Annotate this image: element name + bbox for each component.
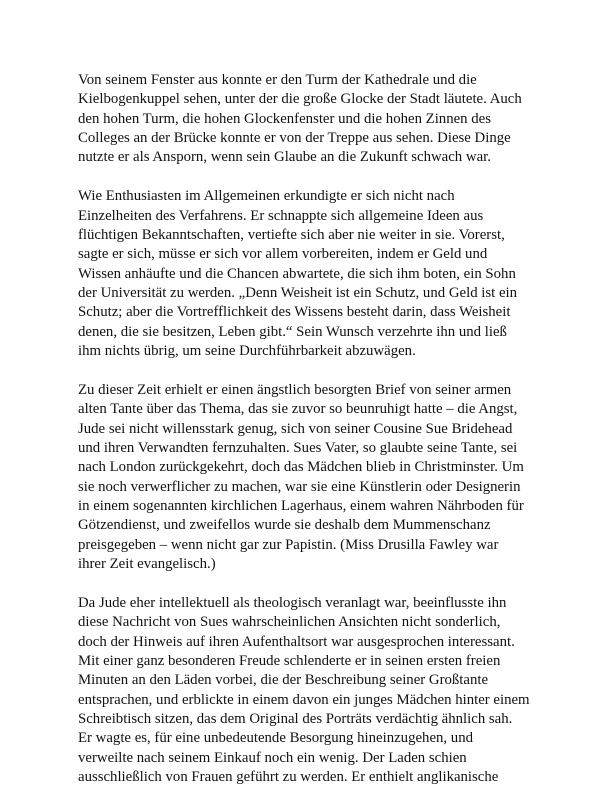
- text-line: Jude sei nicht willensstark genug, sich von seiner Cousine Sue Bridehead: [78, 420, 513, 437]
- text-line: den hohen Turm, die hohen Glockenfenster und die hohen Zinnen des: [78, 110, 491, 127]
- text-line: Schutz; aber die Vortrefflichkeit des Wissens besteht darin, dass Weisheit: [78, 304, 511, 321]
- text-line: verweilte nach seinem Einkauf noch ein wenig. Der Laden schien: [78, 749, 467, 766]
- text-line: nach London zurückgekehrt, doch das Mädchen blieb in Christminster. Um: [78, 459, 524, 476]
- text-line: Er wagte es, für eine unbedeutende Besorgung hineinzugehen, und: [78, 730, 474, 747]
- text-line: sie noch verwerflicher zu machen, war sie eine Künstlerin oder Designerin: [78, 478, 521, 495]
- text-line: entsprachen, und erblickte in einem davon ein junges Mädchen hinter einem: [78, 691, 530, 708]
- text-line: flüchtigen Bekanntschaften, vertiefte sich aber nie weiter in sie. Vorerst,: [78, 227, 505, 243]
- text-line: denen, die sie besitzen, Leben gibt.“ Sein Wunsch verzehrte ihn und ließ: [78, 323, 507, 340]
- text-line: Da Jude eher intellektuell als theologisch veranlagt war, beeinflusste ihn: [78, 595, 507, 612]
- text-line: Schreibtisch sitzen, das dem Original des Porträts verdächtig ähnlich sah.: [78, 711, 513, 728]
- text-line: Wie Enthusiasten im Allgemeinen erkundigte er sich nicht nach: [78, 188, 455, 205]
- paragraph-2: [78, 187, 528, 361]
- text-line: ihrer Zeit evangelisch.): [78, 556, 216, 573]
- text-line: doch der Hinweis auf ihren Aufenthaltsort war ausgesprochen interessant.: [78, 633, 515, 650]
- text-line: alten Tante über das Thema, das sie zuvor so beunruhigt hatte – die Angst,: [78, 401, 518, 418]
- paragraph-1: [78, 71, 528, 168]
- text-line: Götzendienst, und zweifellos wurde sie deshalb dem Mummenschanz: [78, 517, 491, 534]
- text-line: diese Nachricht von Sues wahrscheinlichen Ansichten nicht sonderlich,: [78, 614, 501, 631]
- text-line: Minuten an den Läden vorbei, die der Beschreibung seiner Großtante: [78, 672, 489, 689]
- body-text: [78, 71, 528, 807]
- text-line: und ihren Verwandten fernzuhalten. Sues Vater, so glaubte seine Tante, sei: [78, 440, 518, 457]
- text-line: der Universität zu werden. „Denn Weisheit ist ein Schutz, und Geld ist ein: [78, 285, 518, 302]
- text-line: Mit einer ganz besonderen Freude schlenderte er in seinen ersten freien: [78, 653, 501, 670]
- text-line: Zu dieser Zeit erhielt er einen ängstlich besorgten Brief von seiner armen: [78, 382, 512, 398]
- text-line: preisgegeben – wenn nicht gar zur Papistin. (Miss Drusilla Fawley war: [78, 536, 499, 553]
- text-line: Einzelheiten des Verfahrens. Er schnappte sich allgemeine Ideen aus: [78, 207, 484, 224]
- text-line: in einem sogenannten kirchlichen Lagerhaus, einem wahren Nährboden für: [78, 498, 524, 515]
- text-line: Colleges an der Brücke konnte er von der Treppe aus sehen. Diese Dinge: [78, 130, 511, 147]
- text-line: ihm nichts übrig, um seine Durchführbarkeit abzuwägen.: [78, 343, 416, 360]
- text-line: nutzte er als Ansporn, wenn sein Glaube an die Zukunft schwach war.: [78, 149, 491, 166]
- text-line: Kielbogenkuppel sehen, unter der die große Glocke der Stadt läutete. Auch: [78, 91, 522, 108]
- text-line: sagte er sich, müsse er sich vor allem vorbereiten, indem er Geld und: [78, 246, 488, 263]
- text-line: Von seinem Fenster aus konnte er den Turm der Kathedrale und die: [78, 72, 477, 88]
- paragraph-3: [78, 381, 528, 574]
- text-line: ausschließlich von Frauen geführt zu werden. Er enthielt anglikanische: [78, 769, 499, 786]
- paragraph-4: [78, 594, 528, 787]
- text-line: Wissen anhäufte und die Chancen abwartete, die sich ihm boten, ein Sohn: [78, 265, 516, 282]
